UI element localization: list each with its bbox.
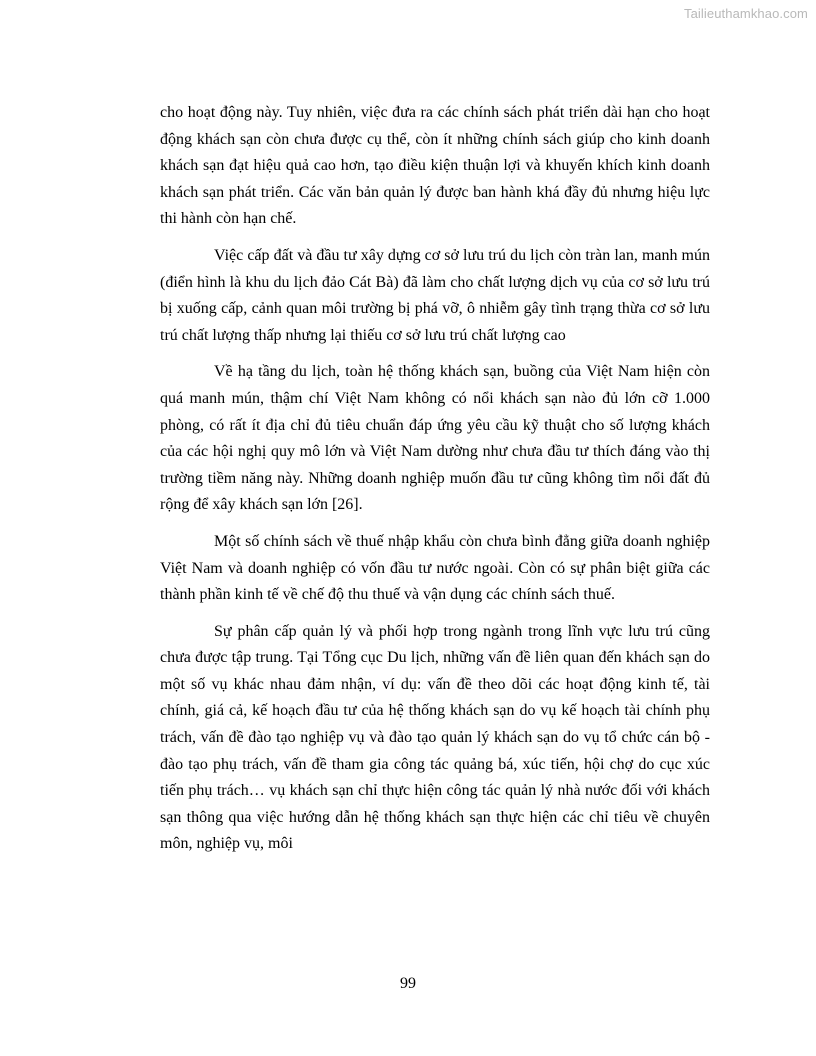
paragraph-land-allocation: Việc cấp đất và đầu tư xây dựng cơ sở lưu trú du lịch còn tràn lan, manh mún (điển hình là khu du lịch đảo Cát Bà) đã làm cho chất lượng dịch vụ của cơ sở lưu trú bị xuống cấp, cảnh quan môi trường bị phá vỡ, ô nhiễm gây tình trạng thừa cơ sở lưu trú chất lượng thấp nhưng lại thiếu cơ sở lưu trú chất lượng cao — [160, 246, 710, 344]
watermark-text: Tailieuthamkhao.com — [683, 6, 808, 21]
paragraph-continuation: cho hoạt động này. Tuy nhiên, việc đưa ra các chính sách phát triển dài hạn cho hoạt động khách sạn còn chưa được cụ thể, còn ít những chính sách giúp cho kinh doanh khách sạn đạt hiệu quả cao hơn, tạo điều kiện thuận lợi và khuyến khích kinh doanh khách sạn phát triển. Các văn bản quản lý được ban hành khá đầy đủ nhưng hiệu lực thi hành còn hạn chế. — [160, 104, 710, 228]
paragraph-infrastructure: Về hạ tầng du lịch, toàn hệ thống khách sạn, buồng của Việt Nam hiện còn quá manh mún, thậm chí Việt Nam không có nổi khách sạn nào đủ lớn cỡ 1.000 phòng, có rất ít địa chỉ đủ tiêu chuẩn đáp ứng yêu cầu kỹ thuật cho số lượng khách của các hội nghị quy mô lớn và Việt Nam dường như chưa đầu tư thích đáng vào thị trường tiềm năng này. Những doanh nghiệp muốn đầu tư cũng không tìm nổi đất đủ rộng để xây khách sạn lớn [26]. — [160, 363, 710, 514]
page-number: 99 — [400, 975, 416, 992]
paragraph-tax-policy: Một số chính sách về thuế nhập khẩu còn chưa bình đẳng giữa doanh nghiệp Việt Nam và doanh nghiệp có vốn đầu tư nước ngoài. Còn có sự phân biệt giữa các thành phần kinh tế về chế độ thu thuế và vận dụng các chính sách thuế. — [160, 532, 710, 604]
paragraph-management: Sự phân cấp quản lý và phối hợp trong ngành trong lĩnh vực lưu trú cũng chưa được tập trung. Tại Tổng cục Du lịch, những vấn đề liên quan đến khách sạn do một số vụ khác nhau đảm nhận, ví dụ: vấn đề theo dõi các hoạt động kinh tế, tài chính, giá cả, kế hoạch đầu tư của hệ thống khách sạn do vụ kế hoạch tài chính phụ trách, vấn đề đào tạo nghiệp vụ và đào tạo quản lý khách sạn do vụ tổ chức cán bộ - đào tạo phụ trách, vấn đề tham gia công tác quảng bá, xúc tiến, hội chợ do cục xúc tiến phụ trách… vụ khách sạn chỉ thực hiện công tác quản lý nhà nước đối với khách sạn thông qua việc hướng dẫn hệ thống khách sạn thực hiện các chỉ tiêu về chuyên môn, nghiệp vụ, môi — [160, 622, 710, 853]
document-body — [160, 100, 710, 868]
